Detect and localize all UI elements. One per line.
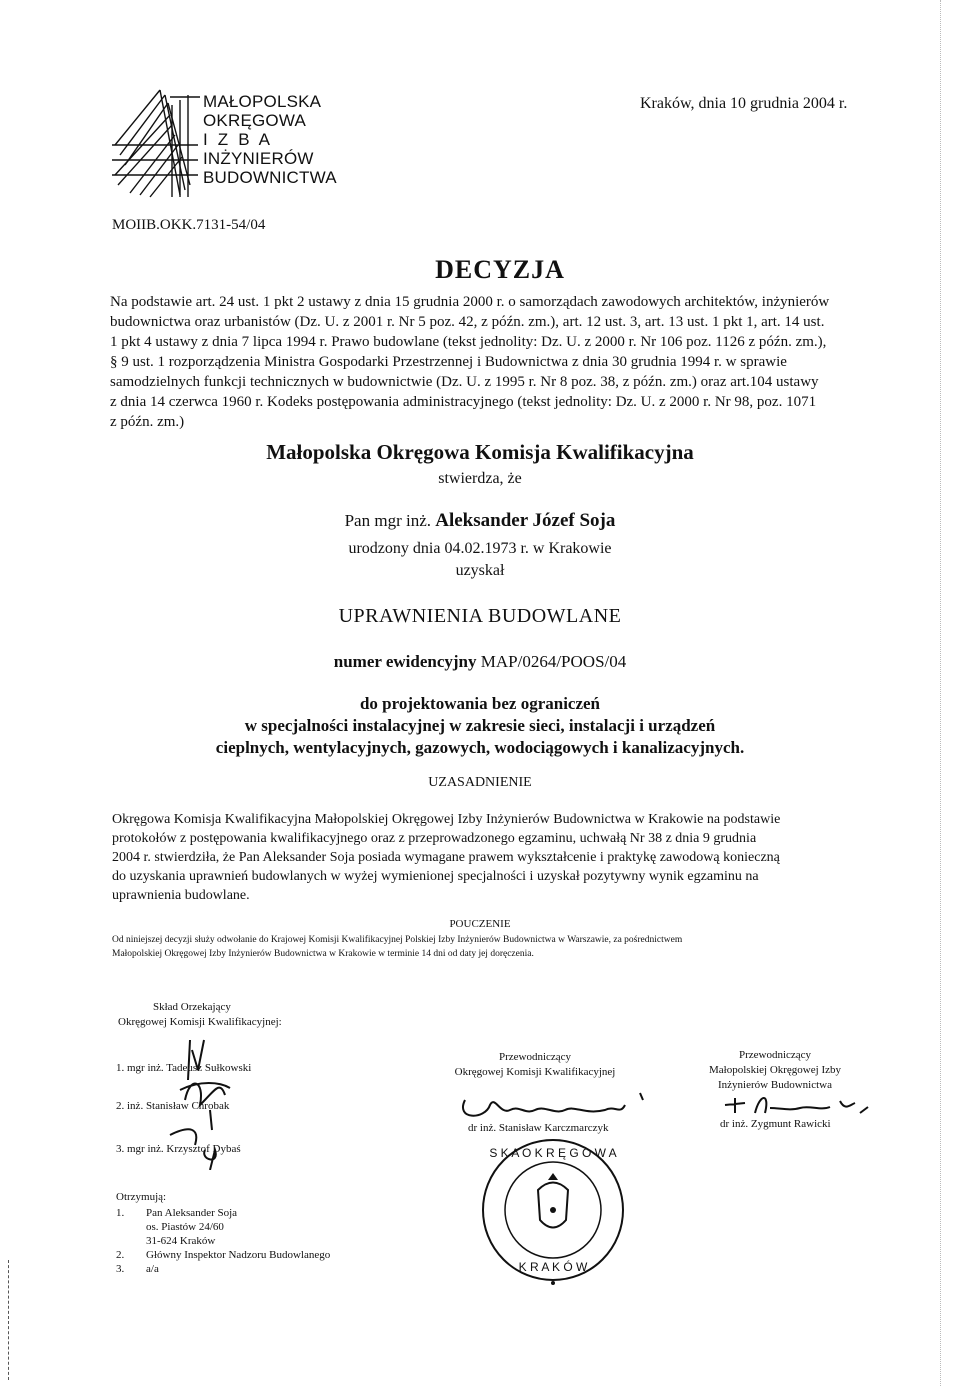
recipient-line: Pan Aleksander Soja	[146, 1207, 238, 1219]
recipient-number: 3.	[116, 1263, 125, 1275]
scope-line: cieplnych, wentylacyjnych, gazowych, wodociągowych i kanalizacyjnych.	[215, 738, 745, 757]
legal-basis-line: z dnia 14 czerwca 1960 r. Kodeks postępowania administracyjnego (tekst jednolity: Dz. U. z 2000 r. Nr 98, poz. 1071	[110, 394, 817, 410]
legal-basis-line: budownictwa oraz urbanistów (Dz. U. z 2001 r. Nr 5 poz. 42, z późn. zm.), art. 12 ust. 3, art. 13 ust. 1 pkt 1, art. 14 ust.	[110, 314, 825, 330]
legal-basis-line: 1 pkt 4 ustawy z dnia 7 lipca 1994 r. Prawo budowlane (tekst jednolity: Dz. U. z 2000 r. Nr 106 poz. 1126 z późn. zm.),	[110, 334, 827, 350]
recipients	[116, 1190, 330, 1276]
legal-basis-line: § 9 ust. 1 rozporządzenia Ministra Gospodarki Przestrzennej i Budownictwa z dnia 30 grudnia 1994 r. w sprawie	[110, 354, 787, 370]
chamber-name-line: BUDOWNICTWA	[203, 168, 337, 187]
panel-member-1: 1. mgr inż. Tadeusz Sułkowski	[116, 1062, 252, 1074]
chamber-name-line: I Z B A	[203, 130, 271, 149]
instruction-line: Od niniejszej decyzji służy odwołanie do Krajowej Komisji Kwalifikacyjnej Polskiej Izby Inżynierów Budownictwa w Warszawie, za pośrednictwem	[112, 935, 683, 945]
recipient-line: Główny Inspektor Nadzoru Budowlanego	[146, 1249, 331, 1261]
commission-chair-title	[440, 1050, 630, 1080]
justification-line: Okręgowa Komisja Kwalifikacyjna Małopolskiej Okręgowej Izby Inżynierów Budownictwa w Krakowie na podstawie	[112, 812, 781, 827]
justification-line: 2004 r. stwierdziła, że Pan Aleksander Soja posiada wymagane prawem wykształcenie i praktykę zawodową konieczną	[112, 850, 780, 865]
panel-member-2: 2. inż. Stanisław Chrobak	[116, 1100, 230, 1112]
scope-line: do projektowania bez ograniczeń	[359, 694, 601, 713]
chamber-name-line: OKRĘGOWA	[203, 111, 306, 130]
chamber-chair-title-line: Małopolskiej Okręgowej Izby	[709, 1064, 841, 1076]
seal-bottom-text: K R A K Ó W	[518, 1260, 588, 1274]
entitlement-title: UPRAWNIENIA BUDOWLANE	[338, 605, 622, 627]
chamber-name-line: INŻYNIERÓW	[203, 149, 314, 168]
person-line	[180, 510, 780, 532]
panel-heading-line: Okręgowej Komisji Kwalifikacyjnej:	[118, 1016, 282, 1028]
logo-graphic-icon	[110, 85, 200, 200]
justification-text	[112, 810, 872, 905]
recipient-line: 31-624 Kraków	[146, 1235, 216, 1247]
recipient-item	[116, 1206, 330, 1248]
recipient-item	[116, 1248, 330, 1262]
legal-basis	[110, 292, 870, 432]
justification-line: uprawnienia budowlane.	[112, 888, 250, 903]
reference-number: MOIIB.OKK.7131-54/04	[112, 217, 266, 233]
person-prefix: Pan mgr inż.	[344, 511, 431, 530]
justification-heading: UZASADNIENIE	[428, 775, 532, 790]
document-title: DECYZJA	[435, 255, 565, 284]
commission-chair-title-line: Okręgowej Komisji Kwalifikacyjnej	[454, 1066, 616, 1078]
recipient-line: os. Piastów 24/60	[146, 1221, 224, 1233]
birth-info: urodzony dnia 04.02.1973 r. w Krakowie	[348, 540, 612, 557]
instruction-text	[112, 933, 872, 961]
commission-chair-name: dr inż. Stanisław Karczmarczyk	[468, 1122, 609, 1134]
chamber-chair-title	[690, 1048, 860, 1093]
instruction-heading: POUCZENIE	[449, 918, 511, 930]
justification-line: protokołów z postępowania kwalifikacyjnego oraz z przeprowadzonego egzaminu, uchwałą Nr 38 z dnia 9 grudnia	[112, 831, 757, 846]
panel-member-3: 3. mgr inż. Krzysztof Dybaś	[116, 1143, 241, 1155]
scope-line: w specjalności instalacyjnej w zakresie sieci, instalacji i urządzeń	[244, 716, 716, 735]
registry-line	[180, 652, 780, 672]
legal-basis-line: Na podstawie art. 24 ust. 1 pkt 2 ustawy z dnia 15 grudnia 2000 r. o samorządach zawodowych architektów, inżynierów	[110, 294, 830, 310]
members-signatures-icon	[160, 1020, 250, 1170]
recipients-heading: Otrzymują:	[116, 1191, 167, 1203]
commission-chair-title-line: Przewodniczący	[498, 1051, 572, 1063]
recipient-number: 2.	[116, 1249, 125, 1261]
person-name: Aleksander Józef Soja	[435, 510, 616, 531]
place-date: Kraków, dnia 10 grudnia 2004 r.	[640, 95, 848, 112]
recipient-line: a/a	[146, 1263, 159, 1275]
legal-basis-line: samodzielnych funkcji technicznych w budownictwie (Dz. U. z 1995 r. Nr 8 poz. 38, z późn. zm.) oraz art.104 ustawy	[110, 374, 819, 390]
chamber-name-line: MAŁOPOLSKA	[203, 92, 322, 111]
recipient-item	[116, 1262, 330, 1276]
commission-name: Małopolska Okręgowa Komisja Kwalifikacyjna	[266, 440, 694, 464]
chamber-chair-title-line: Inżynierów Budownictwa	[718, 1079, 832, 1091]
scan-margin-line	[940, 0, 942, 1386]
registry-number: MAP/0264/POOS/04	[480, 652, 627, 671]
chamber-chair-name: dr inż. Zygmunt Rawicki	[720, 1118, 831, 1130]
official-seal-icon	[478, 1135, 628, 1285]
obtained-text: uzyskał	[455, 562, 505, 579]
scope-of-entitlement	[150, 693, 810, 759]
scan-margin-line	[8, 1260, 10, 1380]
instruction-line: Małopolskiej Okręgowej Izby Inżynierów Budownictwa w Krakowie w terminie 14 dni od daty jej doręczenia.	[112, 949, 534, 959]
chamber-chair-title-line: Przewodniczący	[738, 1049, 812, 1061]
chamber-name	[203, 92, 343, 187]
commission-chair-signature-icon	[455, 1085, 655, 1125]
chamber-logo	[110, 85, 200, 200]
seal-top-text: S K A O K R Ę G O W A	[489, 1146, 617, 1160]
justification-line: do uzyskania uprawnień budowlanych w wyżej wymienionej specjalności i uzyskał pozytywny wynik egzaminu na	[112, 869, 759, 884]
panel-heading-line: Skład Orzekający	[153, 1001, 231, 1013]
registry-label: numer ewidencyjny	[333, 652, 477, 671]
recipient-number: 1.	[116, 1207, 125, 1219]
legal-basis-line: z późn. zm.)	[110, 414, 185, 430]
states-text: stwierdza, że	[438, 470, 522, 487]
